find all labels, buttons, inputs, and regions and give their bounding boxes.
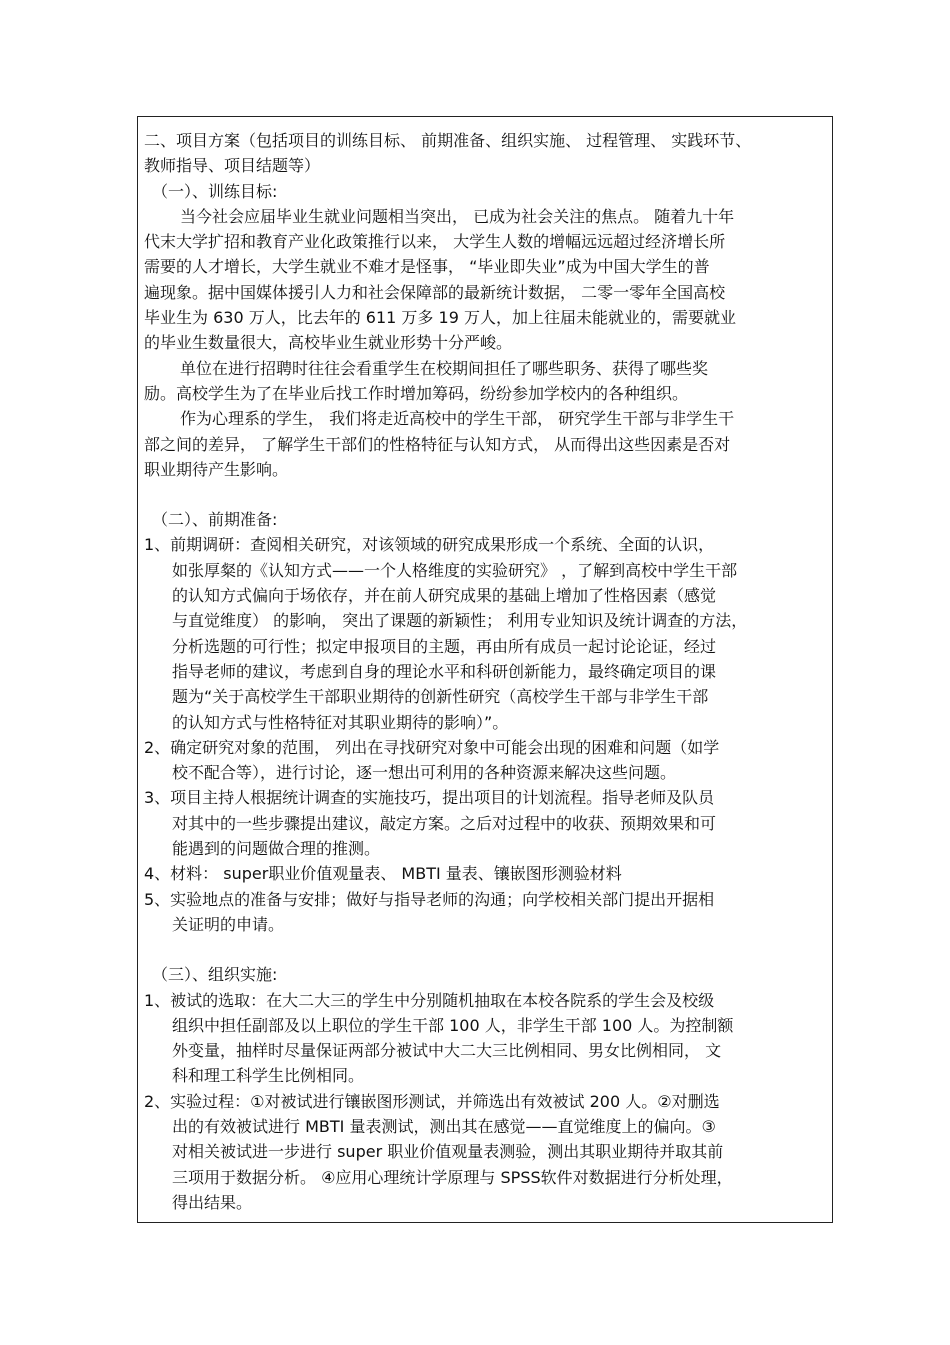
list-item-line: 2、实验过程：①对被试进行镶嵌图形测试，并筛选出有效被试 200 人。②对删选 [144,1091,720,1111]
list-item [144,887,830,938]
list-item [144,988,830,1089]
list-item [144,1089,830,1215]
list-item-line: 的认知方式偏向于场依存，并在前人研究成果的基础上增加了性格因素（感觉 [172,586,717,606]
list-item-line: 出的有效被试进行 MBTI 量表测试，测出其在感觉——直觉维度上的偏向。③ [172,1116,716,1136]
paragraph [144,356,830,407]
paragraph-line: 当今社会应届毕业生就业问题相当突出， 已成为社会关注的焦点。 随着九十年 [180,206,735,226]
subsection-title-implementation: （三）、组织实施: [152,965,278,985]
subsection-title-preparation: （二）、前期准备: [152,510,278,530]
paragraph [144,406,830,482]
paragraph [144,204,830,356]
heading-line: 教师指导、项目结题等） [144,156,321,176]
list-item-line: 与直觉维度） 的影响， 突出了课题的新颖性； 利用专业知识及统计调查的方法， [172,611,748,631]
paragraph-line: 励。高校学生为了在毕业后找工作时增加筹码，纷纷参加学校内的各种组织。 [144,383,689,403]
list-item [144,861,830,886]
list-item-line: 分析选题的可行性；拟定申报项目的主题，再由所有成员一起讨论论证，经过 [172,636,717,656]
list-item-line: 三项用于数据分析。 ④应用心理统计学原理与 SPSS软件对数据进行分析处理， [172,1167,733,1187]
list-item [144,735,830,786]
list-item-line: 的认知方式与性格特征对其职业期待的影响）”。 [172,712,509,732]
list-item-line: 科和理工科学生比例相同。 [172,1066,365,1086]
list-item-line: 1、前期调研：查阅相关研究，对该领域的研究成果形成一个系统、全面的认识， [144,535,715,555]
list-item [144,532,830,734]
paragraph-line: 作为心理系的学生， 我们将走近高校中的学生干部， 研究学生干部与非学生干 [180,409,735,429]
list-item-line: 指导老师的建议，考虑到自身的理论水平和科研创新能力，最终确定项目的课 [172,661,717,681]
section-heading [144,128,830,179]
list-item-line: 1、被试的选取：在大二大三的学生中分别随机抽取在本校各院系的学生会及校级 [144,990,715,1010]
list-item-line: 题为“关于高校学生干部职业期待的创新性研究（高校学生干部与非学生干部 [172,687,709,707]
list-item [144,785,830,861]
list-item-line: 校不配合等），进行讨论，逐一想出可利用的各种资源来解决这些问题。 [172,763,677,783]
list-item-line: 对相关被试进一步进行 super 职业价值观量表测验，测出其职业期待并取其前 [172,1142,724,1162]
paragraph-line: 毕业生为 630 万人，比去年的 611 万多 19 万人，加上往届未能就业的，需要就业 [144,308,736,328]
paragraph-line: 单位在进行招聘时往往会看重学生在校期间担任了哪些职务、获得了哪些奖 [180,358,709,378]
list-item-line: 得出结果。 [172,1192,253,1212]
list-item-line: 2、确定研究对象的范围， 列出在寻找研究对象中可能会出现的困难和问题（如学 [144,737,720,757]
paragraph-line: 遍现象。据中国媒体援引人力和社会保障部的最新统计数据， 二零一零年全国高校 [144,282,726,302]
list-item-line: 如张厚粲的《认知方式——一个人格维度的实验研究》 ，了解到高校中学生干部 [172,560,738,580]
list-item-line: 能遇到的问题做合理的推测。 [172,839,381,859]
list-item-line: 3、项目主持人根据统计调查的实施技巧，提出项目的计划流程。指导老师及队员 [144,788,715,808]
list-item-line: 5、实验地点的准备与安排；做好与指导老师的沟通；向学校相关部门提出开据相 [144,889,715,909]
paragraph-line: 代末大学扩招和教育产业化政策推行以来， 大学生人数的增幅远远超过经济增长所 [144,232,726,252]
paragraph-line: 需要的人才增长，大学生就业不难才是怪事， “毕业即失业”成为中国大学生的普 [144,257,710,277]
list-item-line: 对其中的一些步骤提出建议，敲定方案。之后对过程中的收获、预期效果和可 [172,813,717,833]
list-item-line: 组织中担任副部及以上职位的学生干部 100 人，非学生干部 100 人。为控制额 [172,1015,734,1035]
subsection-title-goals: （一）、训练目标: [152,181,278,201]
list-item-line: 4、材料： super职业价值观量表、 MBTI 量表、镶嵌图形测验材料 [144,864,622,884]
paragraph-line: 的毕业生数量很大，高校毕业生就业形势十分严峻。 [144,333,513,353]
paragraph-line: 部之间的差异， 了解学生干部们的性格特征与认知方式， 从而得出这些因素是否对 [144,434,731,454]
list-item-line: 关证明的申请。 [172,914,285,934]
paragraph-line: 职业期待产生影响。 [144,459,289,479]
heading-line: 二、项目方案（包括项目的训练目标、 前期准备、组织实施、 过程管理、 实践环节、 [144,131,752,150]
document-body [144,128,830,1215]
list-item-line: 外变量，抽样时尽量保证两部分被试中大二大三比例相同、男女比例相同， 文 [172,1041,722,1061]
